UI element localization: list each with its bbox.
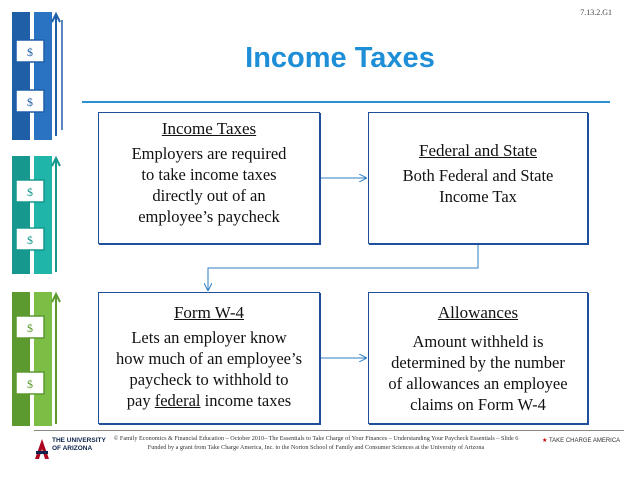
box-line — [99, 390, 319, 411]
text-segment: pay — [126, 391, 155, 410]
logo-text-line: THE UNIVERSITY — [52, 437, 106, 444]
box-federal-and-state — [368, 112, 588, 244]
box-line: of allowances an employee — [388, 374, 568, 393]
svg-text:$: $ — [27, 185, 33, 199]
footer-line: © Family Economics & Financial Education – October 2010– The Essentials to Take Charge of Your Finances – Understanding Your Paycheck Essentials – Slide 6 — [113, 435, 519, 442]
box-line: Amount withheld is — [412, 332, 544, 351]
box-form-w4 — [98, 292, 320, 424]
logo-text-line: OF ARIZONA — [52, 445, 93, 452]
footer-divider — [34, 430, 624, 431]
box-line: Employers are required — [131, 144, 287, 163]
box-line: employee’s paycheck — [138, 207, 280, 226]
box-heading: Income Taxes — [161, 119, 257, 138]
box-heading: Allowances — [437, 303, 519, 322]
tca-star-icon: ★ — [542, 438, 548, 444]
box-body — [369, 331, 587, 415]
box-body — [99, 143, 319, 227]
box-body — [99, 327, 319, 411]
box-line: Income Tax — [439, 187, 517, 206]
arrow-box2-to-box3 — [208, 244, 478, 290]
svg-text:$: $ — [27, 377, 33, 391]
box-line: claims on Form W-4 — [410, 395, 546, 414]
svg-text:$: $ — [27, 45, 33, 59]
box-line: paycheck to withhold to — [129, 370, 289, 389]
footer-line: Funded by a grant from Take Charge America, Inc. to the Norton School of Family and Consumer Sciences at the University of Arizona — [147, 444, 485, 451]
page-title: Income Taxes — [245, 42, 435, 74]
svg-text:$: $ — [27, 233, 33, 247]
box-heading: Federal and State — [418, 141, 537, 160]
underlined-word: federal — [154, 391, 201, 410]
text-segment: income taxes — [200, 391, 292, 410]
box-line: Lets an employer know — [131, 328, 287, 347]
university-of-arizona-logo-icon — [34, 437, 50, 463]
box-line: directly out of an — [152, 186, 266, 205]
box-income-taxes — [98, 112, 320, 244]
box-line: determined by the number — [391, 353, 565, 372]
box-line: to take income taxes — [141, 165, 277, 184]
svg-text:$: $ — [27, 321, 33, 335]
footer-credits — [96, 434, 536, 452]
box-allowances — [368, 292, 588, 424]
tca-logo-text: TAKE CHARGE AMERICA — [548, 438, 621, 444]
box-line: how much of an employee’s — [115, 349, 303, 368]
take-charge-america-logo — [542, 437, 620, 444]
box-heading: Form W-4 — [173, 303, 245, 322]
box-line: Both Federal and State — [402, 166, 554, 185]
box-body — [369, 165, 587, 207]
slide-number: 7.13.2.G1 — [580, 8, 612, 17]
svg-text:$: $ — [27, 95, 33, 109]
